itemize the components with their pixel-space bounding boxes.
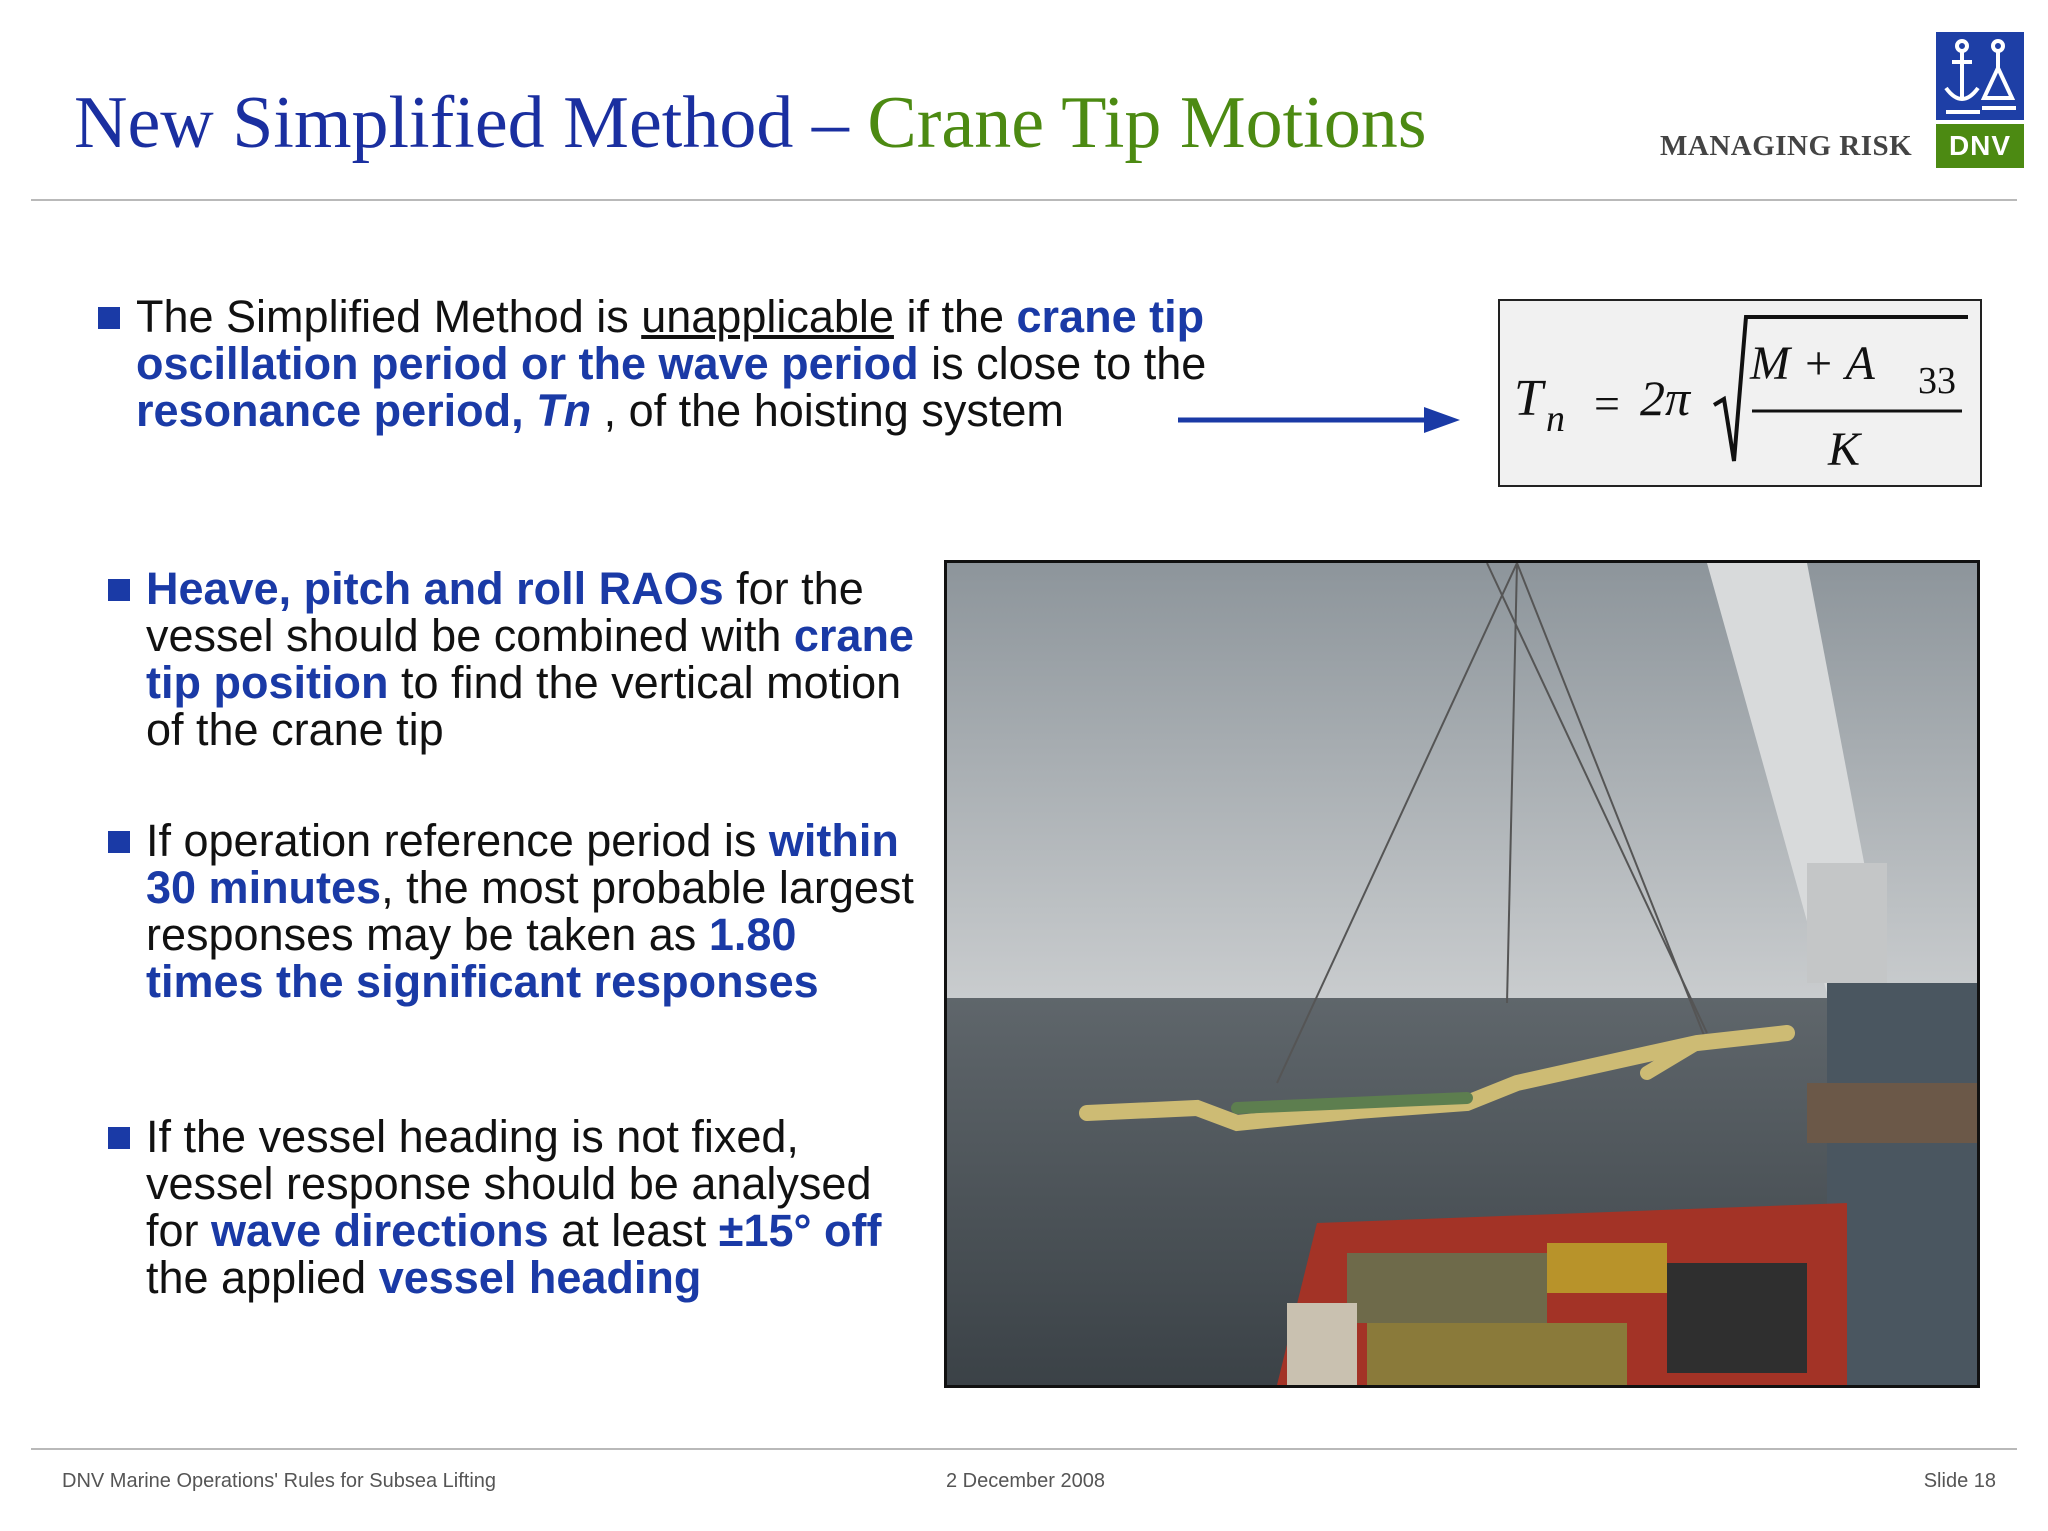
header-divider xyxy=(31,199,2017,201)
formula-lhs-sub: n xyxy=(1546,398,1565,440)
formula-equals: = xyxy=(1594,378,1620,429)
bullet-vessel-heading: If the vessel heading is not fixed, vessel response should be analysed for wave directions at least ±15° off the applied vessel heading xyxy=(146,1113,926,1301)
bullet-raos: Heave, pitch and roll RAOs for the vessel should be combined with crane tip position to find the vertical motion of the crane tip xyxy=(146,565,926,753)
managing-risk-tagline: MANAGING RISK xyxy=(1660,130,1913,162)
bullet-square-icon xyxy=(108,831,130,853)
crane-lift-photo xyxy=(944,560,1980,1388)
footer-date: 2 December 2008 xyxy=(946,1470,1105,1492)
bullet-reference-period: If operation reference period is within 30 minutes, the most probable largest responses may be taken as 1.80 times the significant responses xyxy=(146,817,926,1005)
bullet-square-icon xyxy=(108,579,130,601)
footer-presentation-title: DNV Marine Operations' Rules for Subsea Lifting xyxy=(62,1470,497,1492)
arrow-right-icon xyxy=(1178,405,1460,435)
formula-coef: 2π xyxy=(1640,370,1691,426)
dnv-logo-wordmark: DNV xyxy=(1936,124,2024,168)
dnv-anchor-logo-icon xyxy=(1936,32,2024,120)
slide-title xyxy=(74,82,1427,164)
footer-slide-number: Slide 18 xyxy=(1923,1470,1996,1492)
title-main: New Simplified Method – xyxy=(74,82,868,164)
bullet-square-icon xyxy=(108,1127,130,1149)
bullet-square-icon xyxy=(98,307,120,329)
formula-denominator: K xyxy=(1828,423,1861,476)
formula-numerator: M + A xyxy=(1750,337,1875,390)
footer-divider xyxy=(31,1448,2017,1450)
title-accent: Crane Tip Motions xyxy=(867,82,1427,164)
formula-lhs: T xyxy=(1514,370,1543,427)
formula-numerator-sub: 33 xyxy=(1918,360,1956,402)
resonance-period-formula xyxy=(1498,299,1982,487)
bullet-resonance: The Simplified Method is unapplicable if the crane tip oscillation period or the wave period is close to the resonance period, Tn , of the hoisting system xyxy=(136,293,1336,434)
